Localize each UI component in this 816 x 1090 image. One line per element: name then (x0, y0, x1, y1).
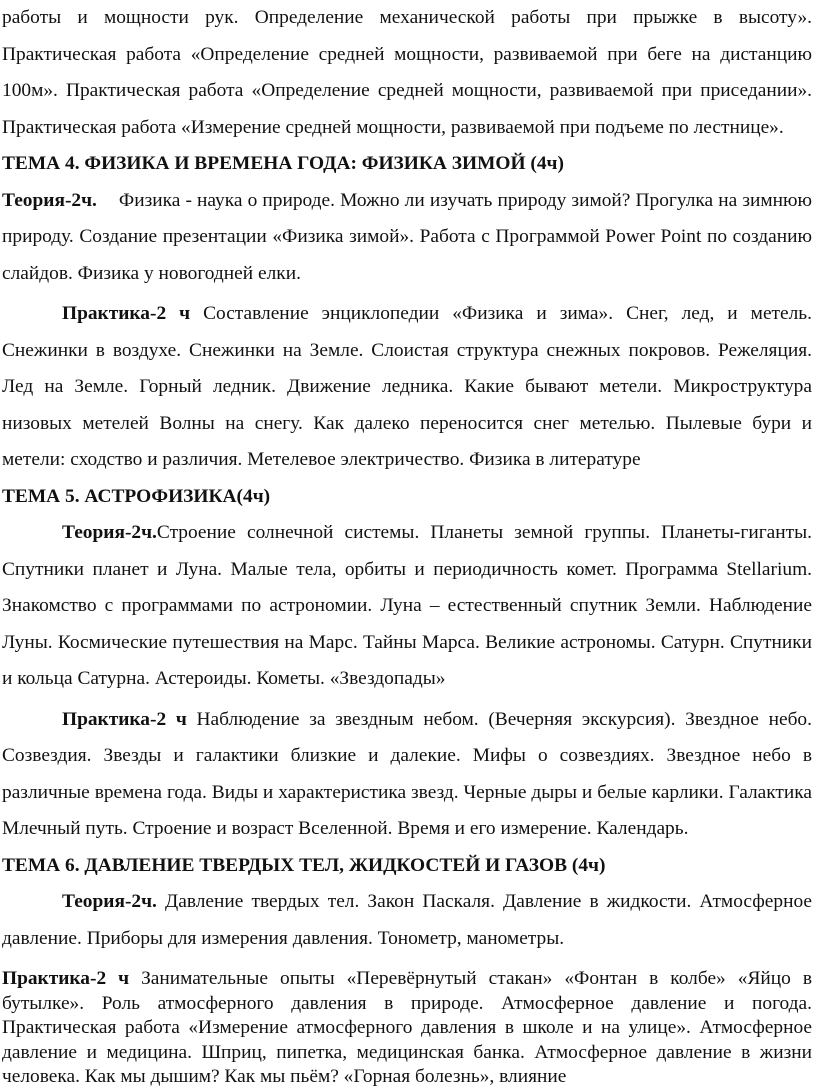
intro-paragraph: работы и мощности рук. Определение механической работы при прыжке в высоту». Практическая работа «Определение средней мощности, развиваемой при беге на дистанцию 100м». Практическая работа «Определение средней мощности, развиваемой при приседании». Практическая работа «Измерение средней мощности, развиваемой при подъеме по лестнице». (2, 7, 812, 138)
topic-4-practice-paragraph (2, 296, 812, 479)
topic-5-theory-text: Строение солнечной системы. Планеты земной группы. Планеты-гиганты. Спутники планет и Луна. Малые тела, орбиты и периодичность комет. Программа Stellarium. Знакомство с программами по астрономии. Луна – естественный спутник Земли. Наблюдение Луны. Космические путешествия на Марс. Тайны Марса. Великие астрономы. Сатурн. Спутники и кольца Сатурна. Астероиды. Кометы. «Звездопады» (2, 522, 812, 689)
topic-5-theory-paragraph (2, 515, 812, 698)
topic-6-heading: ТЕМА 6. ДАВЛЕНИЕ ТВЕРДЫХ ТЕЛ, ЖИДКОСТЕЙ И ГАЗОВ (4ч) (2, 854, 606, 876)
topic-5-practice-text: Наблюдение за звездным небом. (Вечерняя экскурсия). Звездное небо. Созвездия. Звезды и галактики близкие и далекие. Мифы о созвездиях. Звездное небо в различные времена года. Виды и характеристика звезд. Черные дыры и белые карлики. Галактика Млечный путь. Строение и возраст Вселенной. Время и его измерение. Календарь. (2, 708, 812, 839)
topic-4-heading: ТЕМА 4. ФИЗИКА И ВРЕМЕНА ГОДА: ФИЗИКА ЗИМОЙ (4ч) (2, 153, 564, 174)
topic-5-heading: ТЕМА 5. АСТРОФИЗИКА(4ч) (2, 485, 271, 507)
topic-6-practice-paragraph (2, 967, 812, 1090)
topic-6-practice-text: Занимательные опыты «Перевёрнутый стакан» «Фонтан в колбе» «Яйцо в бутылке». Роль атмосферного давления в природе. Атмосферное давление и погода. Практическая работа «Измерение атмосферного давления в школе и на улице». Атмосферное давление и медицина. Шприц, пипетка, медицинская банка. Атмосферное давление в жизни человека. Как мы дышим? Как мы пьём? «Горная болезнь», влияние (2, 968, 812, 1087)
topic-4-practice-label: Практика-2 ч (62, 303, 191, 324)
topic-4-theory-paragraph (2, 183, 812, 293)
topic-6-practice-label: Практика-2 ч (2, 968, 130, 989)
topic-5-practice-paragraph (2, 702, 812, 848)
topic-5-practice-label: Практика-2 ч (62, 708, 187, 730)
topic-4-practice-text: Составление энциклопедии «Физика и зима». Снег, лед, и метель. Снежинки в воздухе. Снежинки на Земле. Слоистая структура снежных покровов. Режеляция. Лед на Земле. Горный ледник. Движение ледника. Какие бывают метели. Микроструктура низовых метелей Волны на снегу. Как далеко переносится снег метелью. Пылевые бури и метели: сходство и различия. Метелевое электричество. Физика в литературе (2, 303, 812, 470)
topic-6-theory-text: Давление твердых тел. Закон Паскаля. Давление в жидкости. Атмосферное давление. Приборы для измерения давления. Тонометр, манометры. (2, 891, 812, 949)
topic-6-theory-paragraph (2, 884, 812, 957)
topic-4-theory-label: Теория-2ч. (2, 189, 97, 211)
topic-4-theory-text: Физика - наука о природе. Можно ли изучать природу зимой? Прогулка на зимнюю природу. Создание презентации «Физика зимой». Работа с Программой Power Point по созданию слайдов. Физика у новогодней елки. (2, 189, 812, 284)
topic-5-theory-label: Теория-2ч. (62, 522, 157, 543)
topic-6-theory-label: Теория-2ч. (62, 891, 157, 912)
